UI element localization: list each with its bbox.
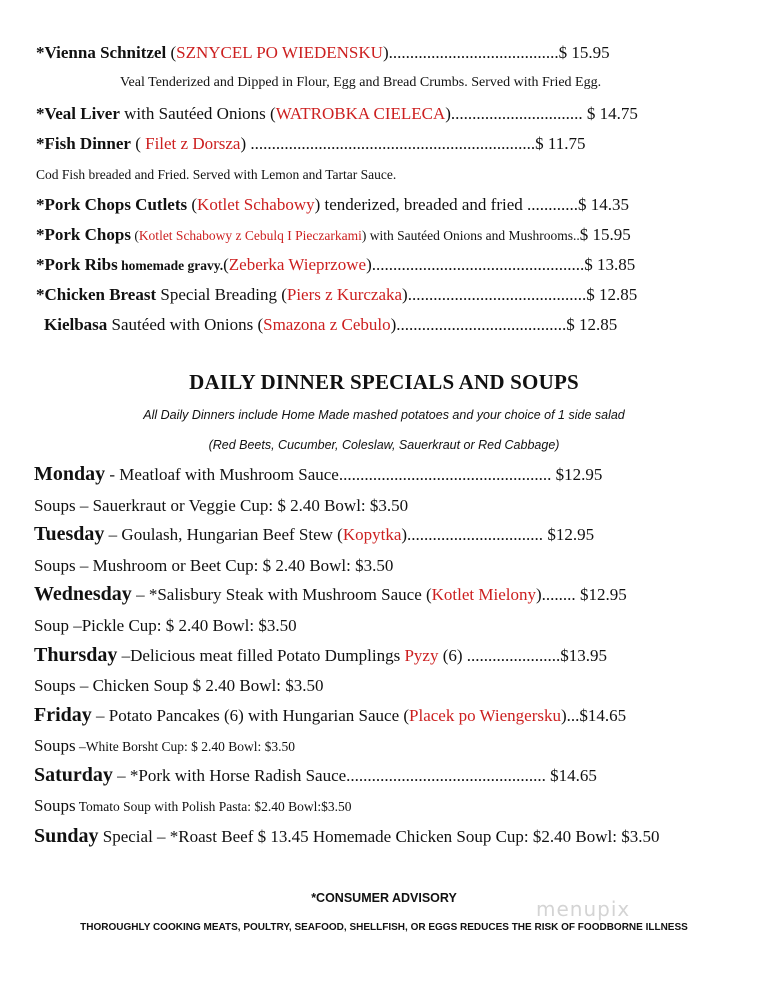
special-friday: Friday – Potato Pancakes (6) with Hungarian Sauce (Placek po Wiengersku)...$14.65 xyxy=(34,704,627,726)
soup-friday: Soups –White Borsht Cup: $ 2.40 Bowl: $3.50 xyxy=(34,736,295,755)
special-thursday: Thursday –Delicious meat filled Potato Dumplings Pyzy (6) ......................$13.95 xyxy=(34,644,608,666)
menu-item-description: Veal Tenderized and Dipped in Flour, Egg and Bread Crumbs. Served with Fried Egg. xyxy=(120,75,602,90)
menu-item-pork-chops-cutlets: *Pork Chops Cutlets (Kotlet Schabowy) tenderized, breaded and fried ............$ 14.35 xyxy=(36,195,630,214)
soup-thursday: Soups – Chicken Soup $ 2.40 Bowl: $3.50 xyxy=(34,676,324,695)
menu-item-pork-ribs: *Pork Ribs homemade gravy.(Zeberka Wieprzowe)..................................................$ 13.85 xyxy=(36,255,636,274)
menu-item-kielbasa: Kielbasa Sautéed with Onions (Smazona z Cebulo)........................................$ 12.85 xyxy=(44,315,618,334)
menu-item-pork-chops: *Pork Chops (Kotlet Schabowy z Cebulq I Pieczarkami) with Sautéed Onions and Mushrooms..$ 15.95 xyxy=(36,225,631,244)
menu-item-description: Cod Fish breaded and Fried. Served with Lemon and Tartar Sauce. xyxy=(36,167,397,182)
special-saturday: Saturday – *Pork with Horse Radish Sauce............................................... $14.65 xyxy=(34,764,597,786)
special-sunday: Sunday Special – *Roast Beef $ 13.45 Homemade Chicken Soup Cup: $2.40 Bowl: $3.50 xyxy=(34,825,660,847)
consumer-advisory-title: *CONSUMER ADVISORY xyxy=(311,891,457,905)
special-wednesday: Wednesday – *Salisbury Steak with Mushroom Sauce (Kotlet Mielony)........ $12.95 xyxy=(34,583,627,605)
section-title-daily-specials: DAILY DINNER SPECIALS AND SOUPS xyxy=(189,370,579,394)
special-tuesday: Tuesday – Goulash, Hungarian Beef Stew (Kopytka)................................ $12.95 xyxy=(34,523,595,545)
specials-salad-options: (Red Beets, Cucumber, Coleslaw, Sauerkraut or Red Cabbage) xyxy=(208,438,560,452)
soup-wednesday: Soup –Pickle Cup: $ 2.40 Bowl: $3.50 xyxy=(34,616,297,635)
soup-tuesday: Soups – Mushroom or Beet Cup: $ 2.40 Bowl: $3.50 xyxy=(34,556,394,575)
special-monday: Monday - Meatloaf with Mushroom Sauce.................................................. $12.95 xyxy=(34,463,603,485)
consumer-advisory-text: THOROUGHLY COOKING MEATS, POULTRY, SEAFOOD, SHELLFISH, OR EGGS REDUCES THE RISK OF FOODBORNE ILLNESS xyxy=(80,922,688,933)
menu-item-chicken-breast: *Chicken Breast Special Breading (Piers z Kurczaka)..........................................$ 12.85 xyxy=(36,285,638,304)
soup-monday: Soups – Sauerkraut or Veggie Cup: $ 2.40 Bowl: $3.50 xyxy=(34,496,409,515)
menu-item-veal-liver: *Veal Liver with Sautéed Onions (WATROBKA CIELECA)............................... $ 14.75 xyxy=(36,104,638,123)
specials-note: All Daily Dinners include Home Made mashed potatoes and your choice of 1 side salad xyxy=(143,408,625,422)
menu-item-fish-dinner: *Fish Dinner ( Filet z Dorsza) ...................................................................$ 11.75 xyxy=(36,134,586,153)
menupix-watermark: menupix xyxy=(536,897,631,921)
soup-saturday: Soups Tomato Soup with Polish Pasta: $2.40 Bowl:$3.50 xyxy=(34,796,352,815)
menu-item-vienna-schnitzel: *Vienna Schnitzel (SZNYCEL PO WIEDENSKU)........................................$ 15.95 xyxy=(36,43,610,62)
